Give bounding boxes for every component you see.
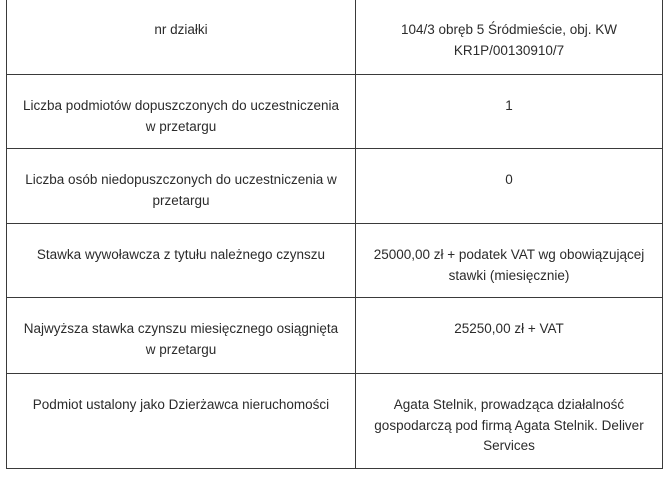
admitted-participants-label: Liczba podmiotów dopuszczonych do uczestniczenia w przetargu xyxy=(23,98,339,134)
row-value-cell xyxy=(356,224,663,298)
table-row xyxy=(7,374,663,469)
row-label-cell xyxy=(7,298,356,374)
starting-rent-value: 25000,00 zł + podatek VAT wg obowiązującej stawki (miesięcznie) xyxy=(373,247,645,283)
row-value-cell xyxy=(356,298,663,374)
rejected-participants-value: 0 xyxy=(505,172,513,187)
row-value-cell xyxy=(356,0,663,75)
table-row xyxy=(7,149,663,224)
highest-rent-value: 25250,00 zł + VAT xyxy=(454,321,564,336)
starting-rent-label: Stawka wywoławcza z tytułu należnego czynszu xyxy=(36,247,326,262)
row-label-cell xyxy=(7,149,356,224)
row-value-cell xyxy=(356,149,663,224)
table-row xyxy=(7,0,663,75)
row-value-cell xyxy=(356,374,663,469)
rejected-participants-label: Liczba osób niedopuszczonych do uczestniczenia w przetargu xyxy=(25,172,337,208)
row-label-cell xyxy=(7,0,356,75)
row-label-cell xyxy=(7,75,356,149)
lessee-label: Podmiot ustalony jako Dzierżawca nieruchomości xyxy=(32,397,330,412)
table-row xyxy=(7,298,663,374)
table-row xyxy=(7,224,663,298)
row-label-cell xyxy=(7,224,356,298)
row-label-cell xyxy=(7,374,356,469)
table-row xyxy=(7,75,663,149)
row-value-cell xyxy=(356,75,663,149)
tender-results-table xyxy=(6,0,663,469)
highest-rent-label: Najwyższa stawka czynszu miesięcznego osiągnięta w przetargu xyxy=(23,321,339,357)
plot-number-label: nr działki xyxy=(154,22,208,37)
admitted-participants-value: 1 xyxy=(505,98,513,113)
plot-number-value: 104/3 obręb 5 Śródmieście, obj. KW KR1P/00130910/7 xyxy=(400,22,618,58)
lessee-value: Agata Stelnik, prowadząca działalność gospodarczą pod firmą Agata Stelnik. Deliver Services xyxy=(374,397,644,453)
